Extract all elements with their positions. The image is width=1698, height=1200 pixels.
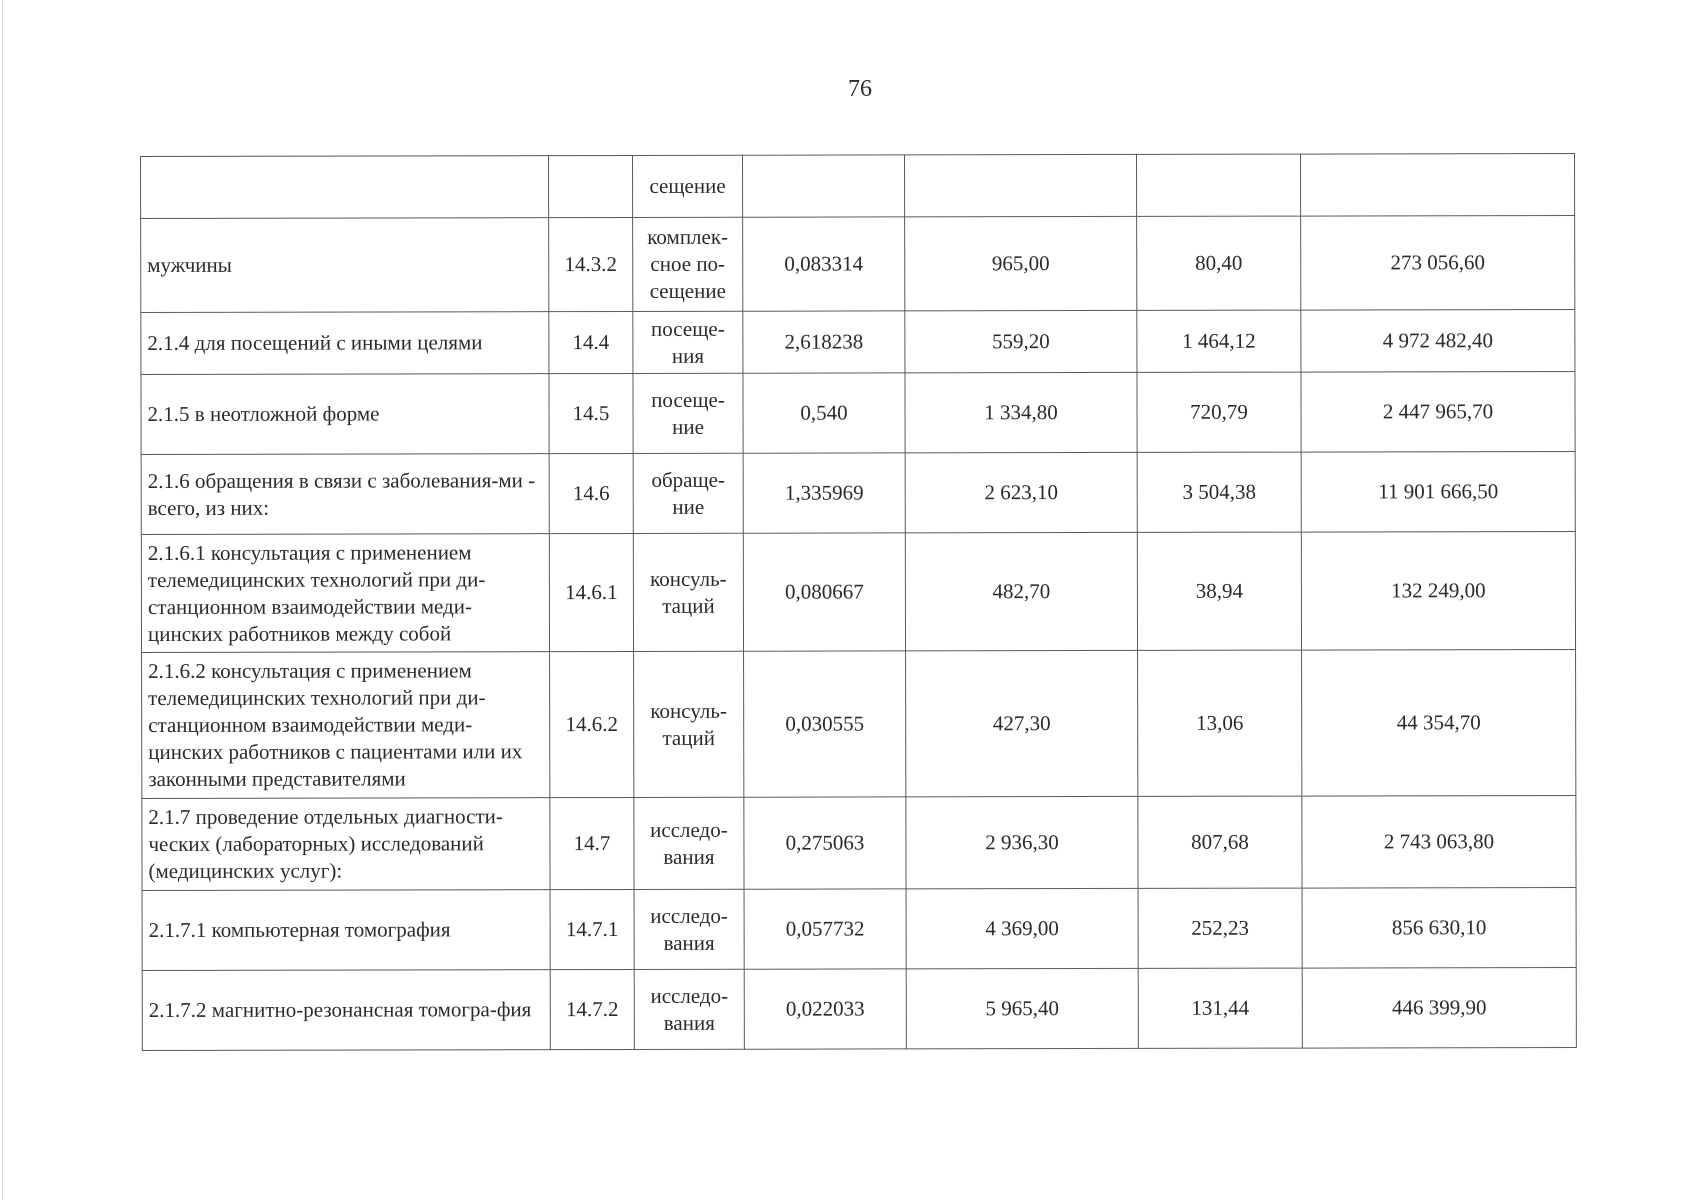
cell-norm: 0,022033	[744, 969, 906, 1049]
cell-per-capita: 807,68	[1138, 796, 1302, 888]
cell-norm	[742, 155, 904, 217]
cell-name: мужчины	[141, 218, 549, 313]
cell-norm: 0,057732	[744, 889, 906, 969]
cell-total: 4 972 482,40	[1301, 309, 1575, 372]
cell-unit	[633, 373, 743, 453]
cell-unit-line: исследо-	[650, 983, 729, 1008]
cell-norm: 0,540	[743, 373, 905, 453]
cell-per-capita: 38,94	[1137, 532, 1301, 650]
cell-code: 14.7.2	[550, 969, 634, 1049]
cell-code: 14.6.1	[549, 533, 633, 651]
cell-per-capita: 252,23	[1138, 888, 1302, 968]
cell-unit	[634, 889, 744, 969]
cell-unit-line: сное по-	[650, 251, 726, 276]
cell-total: 446 399,90	[1302, 967, 1576, 1048]
cell-unit-line: ние	[672, 494, 705, 519]
cell-total: 2 743 063,80	[1302, 795, 1576, 888]
cell-unit-line: исследо-	[650, 817, 728, 842]
cell-unit	[633, 311, 743, 373]
cell-code: 14.6	[549, 453, 633, 533]
cell-unit-line: консуль-	[650, 566, 727, 591]
cell-name	[141, 156, 549, 219]
cell-norm: 0,083314	[743, 217, 905, 311]
table-row	[142, 887, 1576, 970]
cell-total: 44 354,70	[1302, 649, 1576, 796]
cell-total	[1300, 153, 1574, 216]
cell-unit	[634, 797, 744, 889]
cell-norm: 1,335969	[743, 453, 905, 533]
cell-name: 2.1.7 проведение отдельных диагности-ческих (лабораторных) исследований (медицинских услуг):	[142, 798, 550, 891]
cell-unit-line: вания	[663, 1010, 715, 1035]
table-row	[141, 371, 1575, 454]
cell-unit	[634, 651, 744, 797]
cell-name: 2.1.4 для посещений с иными целями	[141, 312, 549, 375]
cell-cost	[904, 154, 1136, 216]
cell-code: 14.5	[549, 373, 633, 453]
cell-norm: 0,080667	[743, 533, 905, 651]
cell-code: 14.3.2	[549, 217, 633, 311]
cell-unit-line: ние	[672, 414, 704, 439]
cell-unit-line: консуль-	[650, 698, 727, 723]
cell-unit-line: исследо-	[650, 903, 728, 928]
cell-norm: 0,030555	[744, 651, 906, 797]
cell-cost: 482,70	[905, 532, 1137, 650]
cell-unit	[633, 533, 743, 651]
cell-code: 14.7.1	[550, 889, 634, 969]
cell-name: 2.1.6.2 консультация с применением телемедицинских технологий при ди-станционном взаимодействии меди-цинских работников с пациентами или их законными представителями	[142, 652, 550, 799]
cell-code: 14.7	[550, 797, 634, 889]
scan-edge-line	[2, 0, 3, 1200]
cell-per-capita: 3 504,38	[1137, 452, 1301, 532]
cell-unit-line: посеще-	[651, 316, 725, 341]
cell-cost: 1 334,80	[905, 372, 1137, 452]
cell-unit	[633, 217, 743, 311]
cell-norm: 2,618238	[743, 311, 905, 373]
table-row	[141, 309, 1575, 374]
cell-unit-line: комплек-	[647, 224, 729, 249]
cell-per-capita: 13,06	[1138, 650, 1302, 796]
cell-per-capita: 720,79	[1137, 372, 1301, 452]
cell-total: 11 901 666,50	[1301, 451, 1575, 532]
cell-unit-line: таций	[662, 725, 715, 750]
cell-cost: 4 369,00	[906, 888, 1138, 968]
cell-unit-line: ния	[671, 343, 705, 368]
cell-per-capita: 1 464,12	[1137, 310, 1301, 372]
cell-total: 856 630,10	[1302, 887, 1576, 968]
cell-code	[549, 155, 633, 217]
cell-total: 2 447 965,70	[1301, 371, 1575, 452]
cell-unit-line: сещение	[649, 173, 726, 198]
table-row	[141, 451, 1575, 534]
cell-name: 2.1.7.2 магнитно-резонансная томогра-фия	[142, 970, 550, 1051]
table-body	[141, 153, 1577, 1050]
table-row	[141, 153, 1575, 218]
table-row	[141, 531, 1575, 652]
cell-unit-line: вания	[663, 844, 715, 869]
cell-cost: 965,00	[905, 216, 1137, 310]
cell-name: 2.1.6 обращения в связи с заболевания-ми - всего, из них:	[141, 454, 549, 535]
cell-total: 132 249,00	[1301, 531, 1575, 650]
cell-cost: 2 623,10	[905, 452, 1137, 532]
cell-code: 14.4	[549, 311, 633, 373]
cell-unit	[632, 155, 742, 217]
cell-name: 2.1.6.1 консультация с применением телемедицинских технологий при ди-станционном взаимодействии меди-цинских работников между собой	[141, 534, 549, 653]
cell-unit-line: посеще-	[651, 387, 725, 412]
cell-name: 2.1.5 в неотложной форме	[141, 374, 549, 455]
cell-unit	[633, 453, 743, 533]
cell-cost: 559,20	[905, 310, 1137, 372]
cell-unit-line: сещение	[649, 278, 726, 303]
cell-per-capita: 80,40	[1137, 216, 1301, 310]
cell-cost: 5 965,40	[906, 968, 1138, 1048]
data-table	[140, 153, 1577, 1051]
cell-norm: 0,275063	[744, 797, 906, 889]
table-row	[141, 215, 1575, 312]
cell-total: 273 056,60	[1301, 215, 1575, 310]
cell-cost: 427,30	[906, 650, 1138, 796]
cell-per-capita: 131,44	[1138, 968, 1302, 1048]
table-container	[140, 153, 1576, 1051]
table-row	[142, 795, 1576, 890]
cell-name: 2.1.7.1 компьютерная томография	[142, 890, 550, 971]
table-row	[142, 967, 1576, 1050]
cell-cost: 2 936,30	[906, 796, 1138, 888]
cell-per-capita	[1136, 154, 1300, 216]
cell-unit	[634, 969, 744, 1049]
cell-unit-line: вания	[663, 930, 715, 955]
cell-unit-line: таций	[662, 593, 715, 618]
table-row	[142, 649, 1576, 798]
page-number: 76	[848, 76, 872, 102]
cell-code: 14.6.2	[550, 651, 634, 797]
cell-unit-line: обраще-	[651, 467, 725, 492]
